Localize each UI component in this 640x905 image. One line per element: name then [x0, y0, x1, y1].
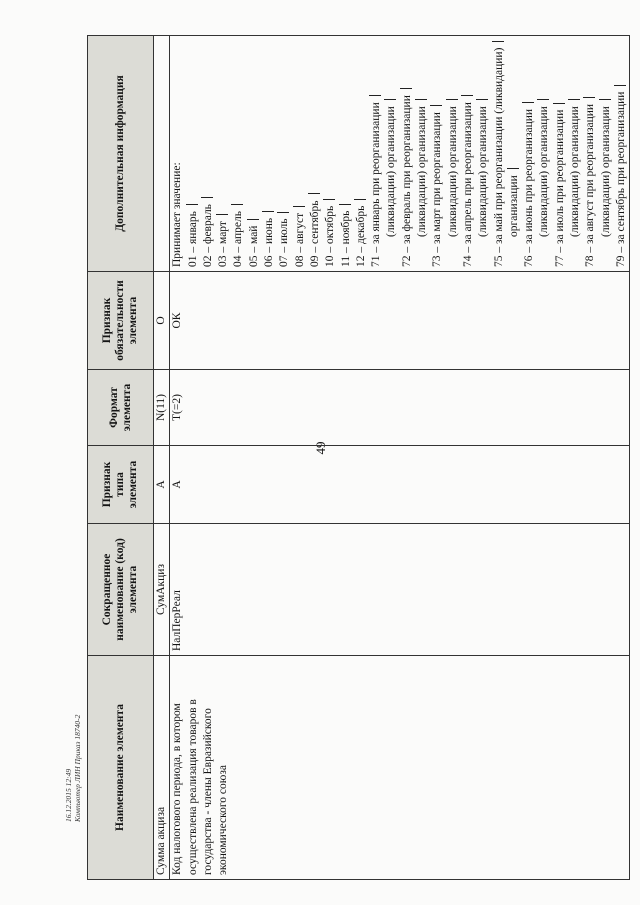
- period-code-item: [293, 40, 308, 267]
- period-code-item: [369, 40, 384, 267]
- margin-mark: [461, 95, 473, 96]
- period-code-item: [277, 40, 292, 267]
- margin-mark: [262, 211, 274, 212]
- margin-mark: [492, 41, 504, 42]
- period-code-text: (ликвидации) организации: [569, 106, 582, 237]
- margin-mark: [308, 193, 320, 194]
- page-number: 49: [313, 441, 328, 455]
- margin-mark: [293, 206, 305, 207]
- period-code-item: [216, 40, 231, 267]
- period-code-list: [186, 40, 630, 267]
- period-code-item: [614, 40, 629, 267]
- period-code-item: [568, 40, 583, 267]
- period-code-item: [522, 40, 537, 267]
- header-type: Признак типа элемента: [88, 446, 154, 524]
- margin-mark: [583, 97, 595, 98]
- cell-required: ОК: [170, 272, 630, 370]
- stamp-author: Компьютер ЛИН Приказ 18740-2: [73, 714, 82, 822]
- stamp-date: 16.12.2015 12:49: [64, 768, 73, 822]
- period-code-text: 10 – октябрь: [324, 205, 337, 267]
- period-code-text: 08 – август: [293, 212, 306, 267]
- margin-mark: [430, 105, 442, 106]
- period-code-item: [323, 40, 338, 267]
- table-row-excise: [154, 36, 170, 880]
- period-code-item: [262, 40, 277, 267]
- margin-mark: [277, 212, 289, 213]
- period-code-item: [231, 40, 246, 267]
- period-code-text: (ликвидации) организации: [599, 106, 612, 237]
- period-code-item: [415, 40, 430, 267]
- margin-mark: [507, 168, 519, 169]
- period-code-text: 06 – июнь: [263, 217, 276, 267]
- period-code-text: 02 – февраль: [201, 204, 214, 267]
- period-code-text: 71 – за январь при реорганизации: [370, 102, 383, 267]
- table-row-period: [170, 36, 630, 880]
- margin-mark: [446, 99, 458, 100]
- margin-mark: [216, 214, 228, 215]
- margin-mark: [186, 204, 198, 205]
- period-code-text: 04 – апрель: [232, 211, 245, 267]
- period-code-text: 11 – ноябрь: [339, 210, 352, 267]
- margin-mark: [354, 199, 366, 200]
- margin-mark: [323, 199, 335, 200]
- period-code-item: [476, 40, 491, 267]
- period-code-text: (ликвидации) организации: [416, 106, 429, 237]
- margin-mark: [231, 204, 243, 205]
- margin-mark: [476, 99, 488, 100]
- period-code-text: (ликвидации) организации: [538, 106, 551, 237]
- period-code-text: 03 – март: [217, 221, 230, 267]
- margin-mark: [339, 204, 351, 205]
- period-code-text: 76 – за июнь при реорганизации: [523, 108, 536, 267]
- period-code-text: 78 – за август при реорганизации: [584, 103, 597, 267]
- margin-mark: [537, 99, 549, 100]
- period-code-text: (ликвидации) организации: [477, 106, 490, 237]
- period-code-text: 12 – декабрь: [354, 205, 367, 267]
- cell-required: О: [154, 272, 170, 370]
- header-info: Дополнительная информация: [88, 36, 154, 272]
- period-code-text: 77 – за июль при реорганизации: [553, 109, 566, 267]
- element-table-wrapper: [87, 36, 627, 880]
- period-code-item: [507, 40, 522, 267]
- period-code-item: [430, 40, 445, 267]
- margin-mark: [599, 99, 611, 100]
- margin-mark: [522, 102, 534, 103]
- period-code-item: [247, 40, 262, 267]
- cell-code: СумАкциз: [154, 524, 170, 656]
- period-code-item: [492, 40, 507, 267]
- cell-code: НалПерРеал: [170, 524, 630, 656]
- period-code-item: [553, 40, 568, 267]
- margin-mark: [247, 219, 259, 220]
- cell-name: Код налогового периода, в котором осуществлена реализация товаров в государства - члены Евразийского экономического союза: [170, 656, 630, 880]
- period-code-text: организации: [507, 175, 520, 237]
- period-code-text: 74 – за апрель при реорганизации: [461, 102, 474, 267]
- period-code-item: [400, 40, 415, 267]
- header-required: Признак обязательности элемента: [88, 272, 154, 370]
- period-code-text: 09 – сентябрь: [308, 200, 321, 267]
- period-code-text: 72 – за февраль при реорганизации: [400, 95, 413, 267]
- period-code-text: (ликвидации) организации: [446, 106, 459, 237]
- period-code-text: 79 – за сентябрь при реорганизации: [614, 91, 627, 267]
- cell-type: А: [154, 446, 170, 524]
- margin-mark: [400, 88, 412, 89]
- period-code-item: [446, 40, 461, 267]
- period-code-item: [201, 40, 216, 267]
- cell-format: T(=2): [170, 370, 630, 446]
- margin-mark: [614, 85, 626, 86]
- element-table: [87, 35, 630, 880]
- info-title: Принимает значение:: [171, 162, 184, 267]
- period-code-item: [308, 40, 323, 267]
- period-code-item: [599, 40, 614, 267]
- period-code-item: [461, 40, 476, 267]
- margin-mark: [415, 99, 427, 100]
- cell-name: Сумма акциза: [154, 656, 170, 880]
- cell-info: [170, 36, 630, 272]
- period-code-item: [339, 40, 354, 267]
- period-code-item: [537, 40, 552, 267]
- print-stamp: [64, 712, 82, 822]
- cell-format: N(11): [154, 370, 170, 446]
- header-name: Наименование элемента: [88, 656, 154, 880]
- margin-mark: [553, 103, 565, 104]
- period-code-text: (ликвидации) организации: [385, 106, 398, 237]
- period-code-text: 05 – май: [247, 225, 260, 267]
- period-code-text: 01 – январь: [186, 211, 199, 267]
- period-code-item: [384, 40, 399, 267]
- margin-mark: [384, 99, 396, 100]
- period-code-item: [583, 40, 598, 267]
- period-code-text: 07 – июль: [278, 218, 291, 267]
- margin-mark: [201, 197, 213, 198]
- period-code-item: [186, 40, 201, 267]
- period-code-item: [354, 40, 369, 267]
- period-code-text: 75 – за май при реорганизации (ликвидации): [492, 47, 505, 267]
- cell-info: [154, 36, 170, 272]
- header-code: Сокращенное наименование (код) элемента: [88, 524, 154, 656]
- margin-mark: [568, 99, 580, 100]
- header-format: Формат элемента: [88, 370, 154, 446]
- cell-type: А: [170, 446, 630, 524]
- margin-mark: [369, 95, 381, 96]
- period-code-text: 73 – за март при реорганизации: [431, 112, 444, 267]
